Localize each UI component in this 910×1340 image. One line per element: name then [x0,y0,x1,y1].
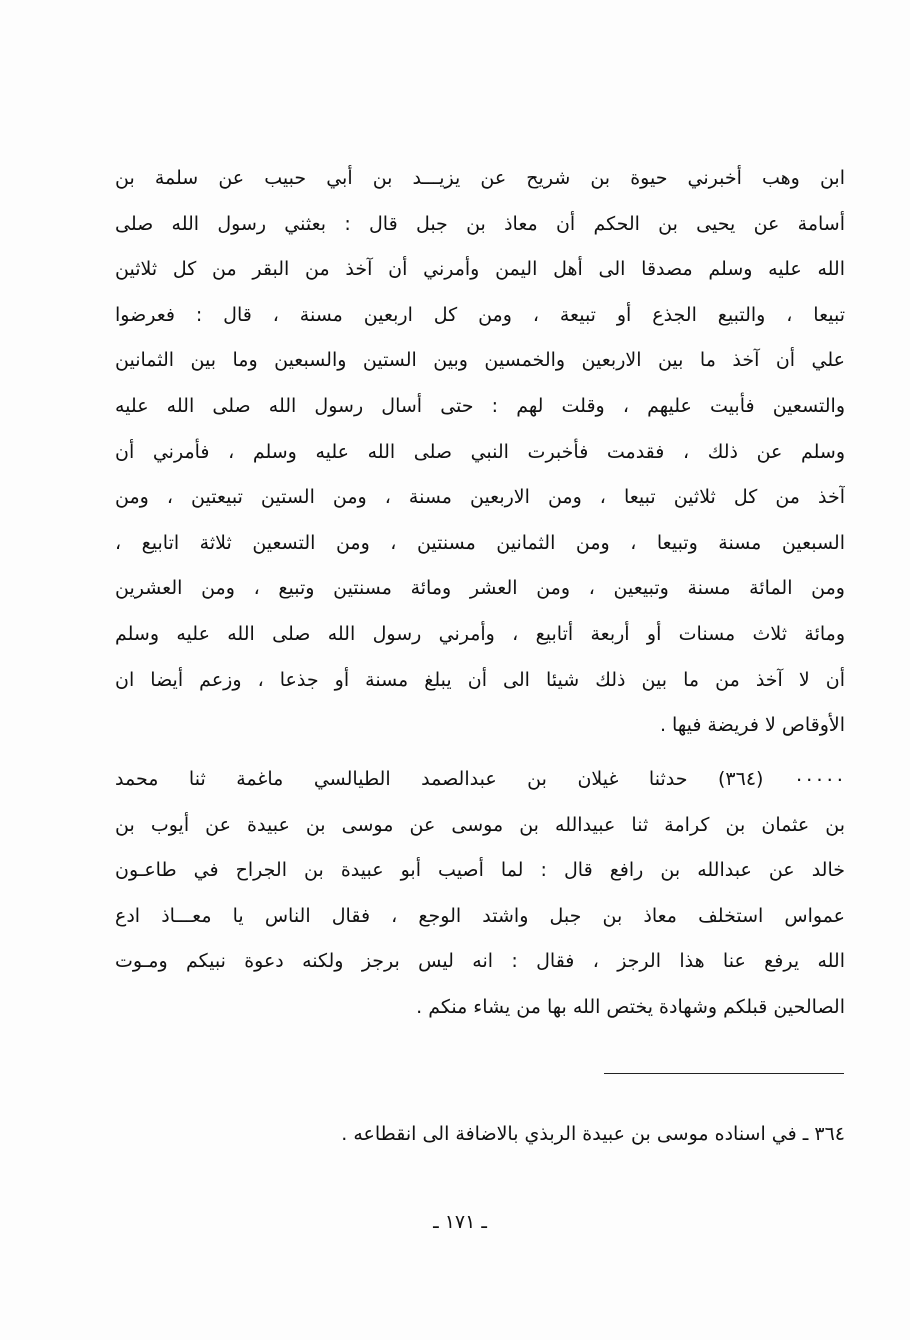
footnote-divider [604,1073,844,1074]
text-line: عمواس استخلف معاذ بن جبل واشتد الوجع ، فقال الناس يا معـــاذ ادع [115,904,845,927]
text-line: ابن وهب أخبرني حيوة بن شريح عن يزيـــد بن أبي حبيب عن سلمة بن [115,167,845,189]
footnote: ٣٦٤ ـ في اسناده موسى بن عبيدة الربذي بالاضافة الى انقطاعه . [341,1123,845,1145]
text-line: آخذ من كل ثلاثين تبيعا ، ومن الاربعين مسنة ، ومن الستين تبيعتين ، ومن [115,486,845,509]
text-line: تبيعا ، والتبيع الجذع أو تبيعة ، ومن كل اربعين مسنة ، قال : فعرضوا [115,303,845,326]
text-line: الله يرفع عنا هذا الرجز ، فقال : انه ليس برجز ولكنه دعوة نبيكم ومـوت [115,950,845,973]
text-line: الصالحين قبلكم وشهادة يختص الله بها من يشاء منكم . [416,995,845,1018]
text-line: والتسعين فأبيت عليهم ، وقلت لهم : حتى أسال رسول الله صلى الله عليه [115,394,845,417]
text-line: أن لا آخذ من ما بين ذلك شيئا الى أن يبلغ مسنة أو جذعا ، وزعم أيضا ان [115,668,845,691]
main-paragraph-2 [115,757,845,1031]
text-line: أسامة عن يحيى بن الحكم أن معاذ بن جبل قال : بعثني رسول الله صلى [115,212,845,235]
text-line: خالد عن عبدالله بن رافع قال : لما أصيب أبو عبيدة بن الجراح في طاعـون [115,859,845,882]
main-paragraph-1 [115,156,845,749]
text-line: بن عثمان بن كرامة ثنا عبيدالله بن موسى عن موسى بن عبيدة عن أيوب بن [115,813,845,836]
text-line: ٠٠٠٠٠ (٣٦٤) حدثنا غيلان بن عبدالصمد الطيالسي ماغمة ثنا محمد [115,768,845,790]
text-line: الأوقاص لا فريضة فيها . [659,714,845,737]
text-line: الله عليه وسلم مصدقا الى أهل اليمن وأمرني أن آخذ من البقر من كل ثلاثين [115,258,845,281]
text-line: السبعين مسنة وتبيعا ، ومن الثمانين مسنتين ، ومن التسعين ثلاثة اتابيع ، [115,531,845,554]
text-line: وسلم عن ذلك ، فقدمت فأخبرت النبي صلى الله عليه وسلم ، فأمرني أن [115,440,845,463]
page-number: ـ ١٧١ ـ [433,1211,487,1233]
text-line: ومائة ثلاث مسنات أو أربعة أتابيع ، وأمرني رسول الله صلى الله عليه وسلم [115,622,845,645]
text-line: ومن المائة مسنة وتبيعين ، ومن العشر ومائة مسنتين وتبيع ، ومن العشرين [115,577,845,600]
text-line: علي أن آخذ ما بين الاربعين والخمسين وبين الستين والسبعين وما بين الثمانين [115,349,845,372]
